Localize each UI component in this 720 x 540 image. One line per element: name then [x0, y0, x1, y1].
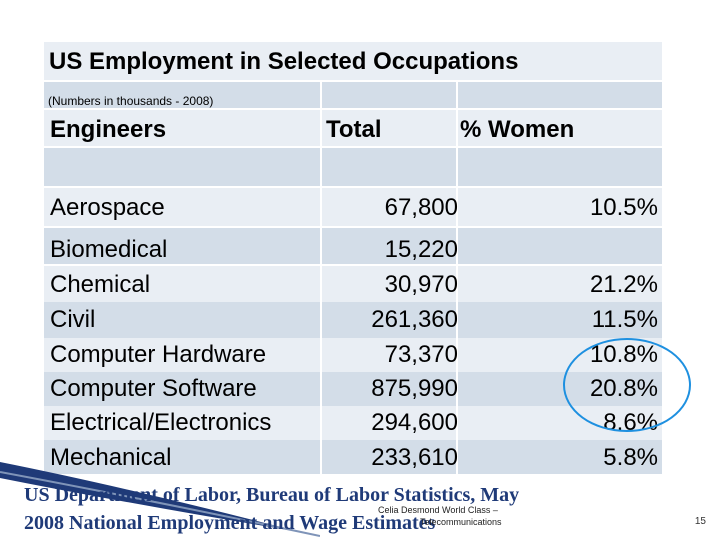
table-row: [44, 302, 662, 338]
table-title: US Employment in Selected Occupations: [49, 48, 519, 75]
table-row: [44, 148, 662, 186]
row-pct-women: 8.6%: [603, 409, 658, 436]
row-pct-women: 11.5%: [591, 306, 658, 333]
row-total: 73,370: [384, 341, 458, 368]
row-pct-women: 21.2%: [589, 271, 658, 298]
row-total: 294,600: [371, 409, 458, 436]
header-pct-women: % Women: [460, 116, 575, 143]
table-title-bar: [44, 42, 662, 80]
highlight-circle: [563, 338, 691, 432]
row-name: Civil: [50, 306, 96, 333]
footer-org: Telecommunications: [420, 517, 502, 527]
row-name: Computer Hardware: [50, 341, 267, 368]
table-subtitle: (Numbers in thousands - 2008): [48, 94, 214, 108]
row-total: 15,220: [384, 236, 458, 263]
row-pct-women: 10.5%: [589, 194, 658, 221]
column-divider: [320, 82, 322, 474]
header-engineers: Engineers: [50, 116, 167, 143]
row-name: Aerospace: [50, 194, 165, 221]
source-line-1: US Department of Labor, Bureau of Labor Statistics, May: [24, 484, 520, 506]
row-pct-women: 20.8%: [589, 375, 658, 402]
footer-author: Celia Desmond World Class –: [378, 505, 498, 515]
row-name: Chemical: [50, 271, 151, 298]
row-name: Mechanical: [50, 444, 172, 471]
header-total: Total: [326, 116, 382, 143]
row-pct-women: 10.8%: [589, 341, 658, 368]
row-pct-women: 5.8%: [603, 444, 658, 471]
row-total: 30,970: [384, 271, 458, 298]
page-number: 15: [694, 516, 706, 527]
row-total: 261,360: [371, 306, 458, 333]
row-name: Biomedical: [50, 236, 168, 263]
row-name: Electrical/Electronics: [50, 409, 272, 436]
source-line-2: 2008 National Employment and Wage Estimates: [24, 512, 436, 534]
row-total: 67,800: [384, 194, 458, 221]
row-total: 233,610: [371, 444, 458, 471]
row-total: 875,990: [371, 375, 458, 402]
row-name: Computer Software: [50, 375, 257, 402]
